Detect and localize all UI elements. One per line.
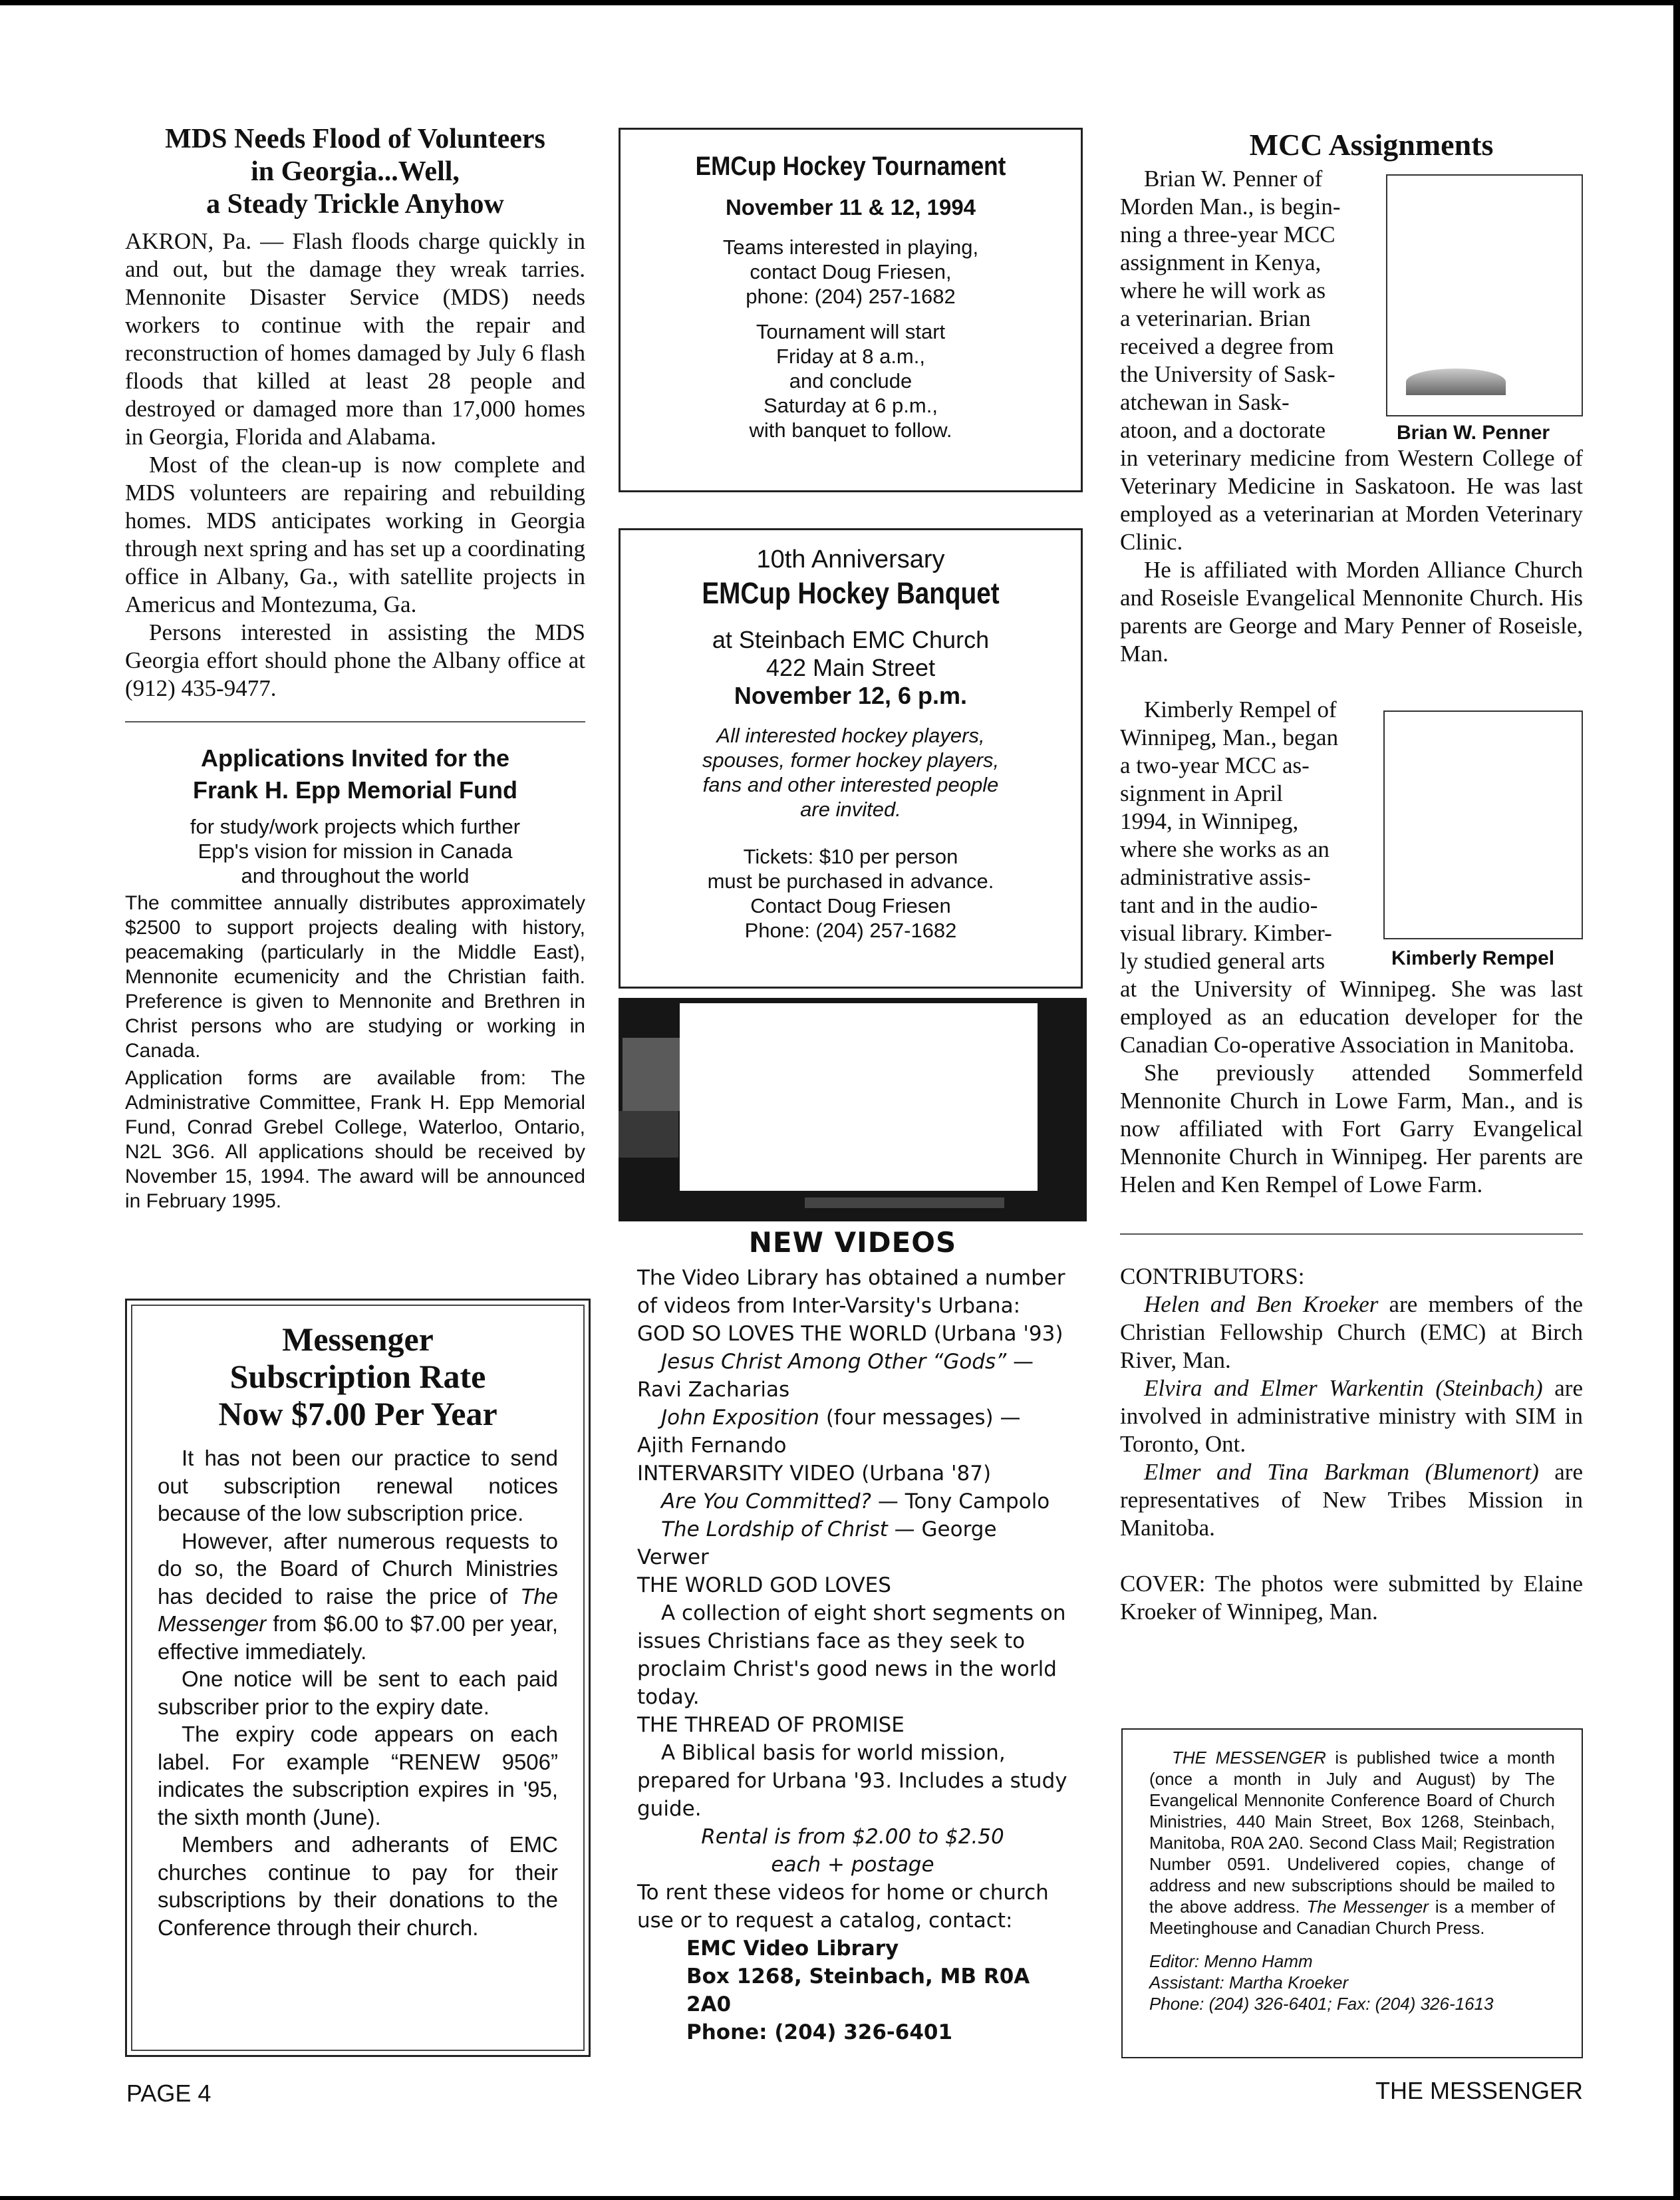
page-border-top: [0, 0, 1680, 5]
page-border-bottom: [0, 2196, 1680, 2200]
page-number: PAGE 4: [126, 2080, 211, 2107]
epp-paragraph: Application forms are available from: The Administrative Committee, Frank H. Epp Memorial Fund, Conrad Grebel College, Waterloo, Ontario, N2L 3G6. All applications should be received by November 15, 1994. The award will be announced in February 1995.: [125, 1067, 585, 1212]
epp-paragraph: The committee annually distributes approximately $2500 to support projects dealing with history, peacemaking (particularly in the Middle East), Mennonite ecumenicity and the Christian faith. Preference is given to Mennonite and Brethren in Christ persons who are studying or working in Canada.: [125, 892, 585, 1062]
masthead-staff: Editor: Menno Hamm Assistant: Martha Kroeker Phone: (204) 326-6401; Fax: (204) 326-1613: [1149, 1951, 1494, 2014]
penner-text: He is affiliated with Morden Alliance Church and Roseisle Evangelical Mennonite Church. His parents are George and Mary Penner of Roseisle, Man.: [1120, 557, 1583, 667]
mds-paragraph: Persons interested in assisting the MDS Georgia effort should phone the Albany office at (912) 435-9477.: [125, 619, 585, 701]
epp-subhead: for study/work projects which further Epp's vision for mission in Canada and throughout the world: [190, 815, 521, 887]
video-item: Jesus Christ Among Other “Gods” — Ravi Zacharias: [637, 1350, 1034, 1402]
videos-headline: NEW VIDEOS: [748, 1226, 957, 1259]
photo-sign-shape: [619, 1111, 678, 1158]
videos-column: [637, 1225, 1068, 2046]
subscription-paragraph: However, after numerous requests to do so, the Board of Church Ministries has decided to raise the price of The Messenger from $6.00 to $7.00 per year, effective immediately.: [158, 1528, 558, 1664]
subscription-paragraph: It has not been our practice to send out subscription renewal notices because of the low subscription price.: [158, 1446, 558, 1525]
contributor-entry: Elvira and Elmer Warkentin (Steinbach) are involved in administrative ministry with SIM in Toronto, Ont.: [1120, 1375, 1583, 1457]
banquet-venue: at Steinbach EMC Church 422 Main Street: [712, 626, 990, 681]
video-series: GOD SO LOVES THE WORLD (Urbana '93): [637, 1322, 1063, 1346]
rempel-wrap-text: Kimberly Rempel of Winnipeg, Man., began a two-year MCC as- signment in April 1994, in Winnipeg, where she works as an administrative assis- tant and in the audio- visual library. Kimber- ly studied general arts: [1120, 697, 1339, 974]
contributors: [1120, 1263, 1583, 1626]
video-description: A collection of eight short segments on issues Christians face as they seek to proclaim Christ's good news in the world today.: [637, 1601, 1066, 1709]
photo-floor-shape: [805, 1197, 1004, 1208]
left-column: [125, 123, 585, 1213]
rempel-caption: Kimberly Rempel: [1391, 947, 1555, 969]
subscription-paragraph: Members and adherants of EMC churches continue to pay for their subscriptions by their donations to the Conference through their church.: [158, 1832, 558, 1940]
video-contact: EMC Video Library Box 1268, Steinbach, MB R0A 2A0 Phone: (204) 326-6401: [686, 1937, 1030, 2044]
penner-photo: [1386, 174, 1583, 416]
contributor-entry: Elmer and Tina Barkman (Blumenort) are representatives of New Tribes Mission in Manitoba.: [1120, 1459, 1583, 1541]
videos-intro: The Video Library has obtained a number of videos from Inter-Varsity's Urbana:: [637, 1266, 1065, 1318]
photo-sign-shape: [623, 1038, 682, 1111]
penner-caption: Brian W. Penner: [1397, 422, 1550, 444]
tournament-dates: November 11 & 12, 1994: [725, 195, 976, 220]
banquet-anniversary: 10th Anniversary: [756, 546, 945, 573]
masthead-text: THE MESSENGER is published twice a month (once a month in July and August) by The Evangelical Mennonite Conference Board of Church Ministries, 440 Main Street, Box 1268, Steinbach, Manitoba, R0A 2A0. Second Class Mail; Registration Number 0591. Undelivered copies, change of address and new subscriptions should be mailed to the above address. The Messenger is a member of Meetinghouse and Canadian Church Press.: [1149, 1748, 1555, 1938]
video-rent-text: To rent these videos for home or church use or to request a catalog, contact:: [637, 1881, 1049, 1933]
video-photo: [619, 998, 1087, 1221]
tournament-box: [619, 128, 1083, 492]
tournament-schedule: Tournament will start Friday at 8 a.m., and conclude Saturday at 6 p.m., with banquet to follow.: [749, 320, 952, 442]
contributors-label: CONTRIBUTORS:: [1120, 1263, 1305, 1289]
page-border-right: [1673, 0, 1680, 2200]
video-series: THE THREAD OF PROMISE: [637, 1713, 905, 1737]
photo-redaction: [680, 1003, 1038, 1191]
video-description: A Biblical basis for world mission, prepared for Urbana '93. Includes a study guide.: [637, 1741, 1067, 1821]
masthead-box: [1121, 1728, 1583, 2058]
banquet-box: [619, 528, 1083, 989]
video-item: The Lordship of Christ — George Verwer: [637, 1517, 997, 1569]
penner-wrap-text: Brian W. Penner of Morden Man., is begin- ning a three-year MCC assignment in Kenya, where he will work as a veterinarian. Brian received a degree from the University of Sask- atchewan in Sask- atoon, and a doctorate: [1120, 166, 1341, 443]
section-divider: [1120, 1233, 1583, 1235]
publication-name: THE MESSENGER: [1375, 2077, 1583, 2104]
penner-text: in veterinary medicine from Western College of Veterinary Medicine in Saskatoon. He was last employed as a veterinarian at Morden Veterinary Clinic.: [1120, 445, 1583, 555]
video-series: INTERVARSITY VIDEO (Urbana '87): [637, 1462, 992, 1486]
banquet-tickets: Tickets: $10 per person must be purchased in advance. Contact Doug Friesen Phone: (204) 257-1682: [707, 845, 994, 942]
mds-paragraph: Most of the clean-up is now complete and MDS volunteers are repairing and rebuilding homes. MDS anticipates working in Georgia through next spring and has set up a coordinating office in Albany, Ga., with satellite projects in Americus and Montezuma, Ga.: [125, 452, 585, 617]
subscription-paragraph: The expiry code appears on each label. For example “RENEW 9506” indicates the subscription expires in '95, the sixth month (June).: [158, 1722, 558, 1829]
photo-shadow-shape: [1406, 369, 1506, 395]
contributor-entry: Helen and Ben Kroeker are members of the Christian Fellowship Church (EMC) at Birch River, Man.: [1120, 1291, 1584, 1373]
tournament-title: EMCup Hockey Tournament: [695, 152, 1006, 181]
subscription-headline: Messenger Subscription Rate Now $7.00 Per Year: [218, 1321, 497, 1432]
rempel-text: She previously attended Sommerfeld Mennonite Church in Lowe Farm, Man., and is now affiliated with Fort Garry Evangelical Mennonite Church in Winnipeg. Her parents are Helen and Ken Rempel of Lowe Farm.: [1120, 1060, 1583, 1197]
cover-credit: COVER: The photos were submitted by Elaine Kroeker of Winnipeg, Man.: [1120, 1571, 1583, 1625]
video-item: John Exposition (four messages) — Ajith Fernando: [637, 1406, 1021, 1458]
subscription-paragraph: One notice will be sent to each paid subscriber prior to the expiry date.: [158, 1666, 558, 1719]
video-rental: Rental is from $2.00 to $2.50 each + postage: [701, 1825, 1004, 1877]
mds-paragraph: AKRON, Pa. — Flash floods charge quickly in and out, but the damage they wreak tarries. Mennonite Disaster Service (MDS) needs workers to continue with the repair and reconstruction of homes damaged by July 6 flash floods that killed at least 28 people and destroyed or damaged more than 17,000 homes in Georgia, Florida and Alabama.: [125, 228, 585, 450]
rempel-text: at the University of Winnipeg. She was last employed as an education developer for the Canadian Co-operative Association in Manitoba.: [1120, 976, 1583, 1058]
section-divider: [125, 721, 585, 722]
banquet-date: November 12, 6 p.m.: [734, 682, 968, 709]
epp-headline: Applications Invited for the Frank H. Epp Memorial Fund: [192, 744, 518, 804]
mds-headline: MDS Needs Flood of Volunteers in Georgia...Well, a Steady Trickle Anyhow: [165, 124, 545, 220]
rempel-photo: [1383, 710, 1583, 939]
banquet-title: EMCup Hockey Banquet: [702, 576, 1000, 610]
video-item: Are You Committed? — Tony Campolo: [661, 1490, 1050, 1513]
video-series: THE WORLD GOD LOVES: [637, 1573, 891, 1597]
subscription-box: [125, 1299, 591, 2057]
banquet-invite: All interested hockey players, spouses, former hockey players, fans and other interested people are invited.: [702, 724, 1000, 821]
mcc-headline: MCC Assignments: [1249, 128, 1494, 162]
tournament-contact: Teams interested in playing, contact Doug Friesen, phone: (204) 257-1682: [722, 236, 979, 308]
